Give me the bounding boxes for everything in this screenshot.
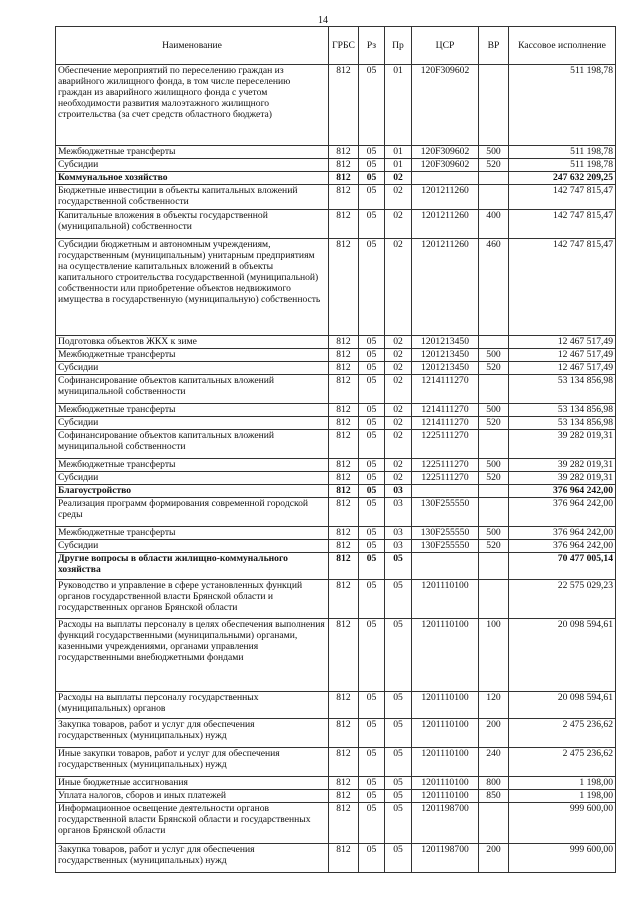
cell-grbs: 812 [329, 553, 359, 580]
cell-grbs: 812 [329, 485, 359, 498]
cell-csr: 1201198700 [412, 803, 479, 844]
cell-rz: 05 [359, 404, 385, 417]
cell-rz: 05 [359, 748, 385, 777]
cell-pr: 03 [385, 540, 412, 553]
table-row [56, 790, 616, 803]
cell-pr: 05 [385, 790, 412, 803]
cell-vr [479, 485, 509, 498]
cell-vr: 200 [479, 719, 509, 748]
cell-pr: 05 [385, 553, 412, 580]
cell-csr: 1201213450 [412, 336, 479, 349]
cell-rz: 05 [359, 417, 385, 430]
cell-pr: 01 [385, 65, 412, 146]
cell-name: Межбюджетные трансферты [56, 459, 329, 472]
cell-csr: 1225111270 [412, 472, 479, 485]
cell-vr: 500 [479, 349, 509, 362]
cell-name: Руководство и управление в сфере установленных функций органов государственной власти Брянской области и государственных органов Брянской области [56, 580, 329, 619]
table-row [56, 417, 616, 430]
cell-rz: 05 [359, 527, 385, 540]
cell-csr: 1201213450 [412, 362, 479, 375]
table-row [56, 498, 616, 527]
cell-grbs: 812 [329, 459, 359, 472]
cell-vr: 520 [479, 362, 509, 375]
table-row [56, 430, 616, 459]
cell-grbs: 812 [329, 580, 359, 619]
cell-grbs: 812 [329, 527, 359, 540]
cell-rz: 05 [359, 692, 385, 719]
cell-vr: 520 [479, 472, 509, 485]
cell-rz: 05 [359, 580, 385, 619]
cell-rz: 05 [359, 430, 385, 459]
cell-grbs: 812 [329, 498, 359, 527]
cell-rz: 05 [359, 375, 385, 404]
cell-grbs: 812 [329, 619, 359, 692]
cell-amount: 20 098 594,61 [509, 692, 616, 719]
table-row [56, 146, 616, 159]
cell-amount: 511 198,78 [509, 65, 616, 146]
header-name: Наименование [56, 27, 329, 65]
cell-grbs: 812 [329, 210, 359, 239]
cell-rz: 05 [359, 362, 385, 375]
cell-grbs: 812 [329, 349, 359, 362]
cell-pr: 05 [385, 580, 412, 619]
table-row [56, 210, 616, 239]
cell-vr: 500 [479, 527, 509, 540]
cell-rz: 05 [359, 553, 385, 580]
table-row [56, 362, 616, 375]
cell-pr: 03 [385, 498, 412, 527]
cell-rz: 05 [359, 485, 385, 498]
cell-name: Софинансирование объектов капитальных вложений муниципальной собственности [56, 375, 329, 404]
cell-vr: 520 [479, 159, 509, 172]
cell-vr [479, 498, 509, 527]
cell-amount: 12 467 517,49 [509, 362, 616, 375]
cell-csr: 1214111270 [412, 417, 479, 430]
table-row [56, 485, 616, 498]
cell-pr: 02 [385, 336, 412, 349]
cell-vr [479, 185, 509, 210]
cell-rz: 05 [359, 472, 385, 485]
table-row [56, 619, 616, 692]
cell-csr: 1214111270 [412, 375, 479, 404]
cell-name: Субсидии [56, 159, 329, 172]
cell-amount: 53 134 856,98 [509, 404, 616, 417]
cell-rz: 05 [359, 65, 385, 146]
cell-rz: 05 [359, 498, 385, 527]
cell-pr: 02 [385, 404, 412, 417]
cell-vr: 520 [479, 540, 509, 553]
cell-amount: 511 198,78 [509, 146, 616, 159]
cell-pr: 02 [385, 375, 412, 404]
cell-rz: 05 [359, 146, 385, 159]
cell-grbs: 812 [329, 404, 359, 417]
cell-csr: 1201110100 [412, 580, 479, 619]
cell-csr: 120F309602 [412, 65, 479, 146]
cell-name: Реализация программ формирования современной городской среды [56, 498, 329, 527]
cell-grbs: 812 [329, 540, 359, 553]
cell-pr: 05 [385, 777, 412, 790]
cell-pr: 05 [385, 719, 412, 748]
table-row [56, 159, 616, 172]
cell-grbs: 812 [329, 336, 359, 349]
cell-pr: 05 [385, 748, 412, 777]
cell-pr: 05 [385, 844, 412, 873]
cell-vr: 120 [479, 692, 509, 719]
header-amount: Кассовое исполнение [509, 27, 616, 65]
cell-pr: 01 [385, 159, 412, 172]
cell-grbs: 812 [329, 748, 359, 777]
cell-pr: 02 [385, 185, 412, 210]
budget-table [55, 26, 616, 873]
cell-name: Софинансирование объектов капитальных вложений муниципальной собственности [56, 430, 329, 459]
cell-grbs: 812 [329, 362, 359, 375]
cell-vr [479, 65, 509, 146]
cell-rz: 05 [359, 790, 385, 803]
cell-amount: 999 600,00 [509, 803, 616, 844]
table-row [56, 349, 616, 362]
cell-csr: 1201213450 [412, 349, 479, 362]
cell-vr [479, 580, 509, 619]
cell-grbs: 812 [329, 430, 359, 459]
cell-name: Обеспечение мероприятий по переселению граждан из аварийного жилищного фонда, в том числе переселению граждан из аварийного жилищного фонда с учетом необходимости развития малоэтажного жилищного строительства (за счет средств областного бюджета) [56, 65, 329, 146]
cell-grbs: 812 [329, 803, 359, 844]
cell-rz: 05 [359, 185, 385, 210]
cell-pr: 02 [385, 430, 412, 459]
cell-vr [479, 803, 509, 844]
header-grbs: ГРБС [329, 27, 359, 65]
cell-amount: 70 477 005,14 [509, 553, 616, 580]
cell-vr [479, 375, 509, 404]
cell-pr: 02 [385, 239, 412, 336]
cell-name: Субсидии [56, 540, 329, 553]
cell-pr: 05 [385, 619, 412, 692]
cell-name: Коммунальное хозяйство [56, 172, 329, 185]
cell-name: Благоустройство [56, 485, 329, 498]
table-row [56, 719, 616, 748]
cell-csr: 120F309602 [412, 146, 479, 159]
cell-name: Иные закупки товаров, работ и услуг для обеспечения государственных (муниципальных) нужд [56, 748, 329, 777]
cell-grbs: 812 [329, 185, 359, 210]
cell-name: Межбюджетные трансферты [56, 527, 329, 540]
cell-csr: 1201110100 [412, 748, 479, 777]
cell-csr: 1201110100 [412, 790, 479, 803]
cell-name: Другие вопросы в области жилищно-коммунального хозяйства [56, 553, 329, 580]
cell-csr: 1201211260 [412, 210, 479, 239]
cell-name: Закупка товаров, работ и услуг для обеспечения государственных (муниципальных) нужд [56, 844, 329, 873]
cell-csr: 1201110100 [412, 692, 479, 719]
cell-name: Иные бюджетные ассигнования [56, 777, 329, 790]
cell-vr [479, 430, 509, 459]
cell-amount: 376 964 242,00 [509, 527, 616, 540]
header-pr: Пр [385, 27, 412, 65]
cell-name: Межбюджетные трансферты [56, 404, 329, 417]
cell-csr: 120F309602 [412, 159, 479, 172]
cell-vr: 400 [479, 210, 509, 239]
cell-csr: 1225111270 [412, 459, 479, 472]
cell-vr [479, 553, 509, 580]
cell-name: Капитальные вложения в объекты государственной (муниципальной) собственности [56, 210, 329, 239]
table-row [56, 65, 616, 146]
cell-csr: 1214111270 [412, 404, 479, 417]
cell-amount: 12 467 517,49 [509, 336, 616, 349]
cell-amount: 376 964 242,00 [509, 540, 616, 553]
cell-csr: 1201198700 [412, 844, 479, 873]
table-row [56, 803, 616, 844]
cell-amount: 376 964 242,00 [509, 498, 616, 527]
header-csr: ЦСР [412, 27, 479, 65]
cell-amount: 999 600,00 [509, 844, 616, 873]
cell-pr: 02 [385, 362, 412, 375]
cell-pr: 02 [385, 210, 412, 239]
cell-pr: 02 [385, 172, 412, 185]
cell-vr: 800 [479, 777, 509, 790]
cell-vr [479, 172, 509, 185]
table-row [56, 185, 616, 210]
cell-amount: 1 198,00 [509, 790, 616, 803]
cell-name: Информационное освещение деятельности органов государственной власти Брянской области и государственных органов Брянской области [56, 803, 329, 844]
cell-grbs: 812 [329, 65, 359, 146]
table-row [56, 472, 616, 485]
header-vr: ВР [479, 27, 509, 65]
cell-csr: 130F255550 [412, 540, 479, 553]
cell-rz: 05 [359, 172, 385, 185]
cell-amount: 142 747 815,47 [509, 210, 616, 239]
cell-pr: 05 [385, 803, 412, 844]
cell-grbs: 812 [329, 844, 359, 873]
cell-name: Подготовка объектов ЖКХ к зиме [56, 336, 329, 349]
cell-csr: 130F255550 [412, 498, 479, 527]
table-row [56, 844, 616, 873]
cell-grbs: 812 [329, 790, 359, 803]
cell-vr: 500 [479, 459, 509, 472]
cell-rz: 05 [359, 777, 385, 790]
cell-pr: 02 [385, 349, 412, 362]
cell-rz: 05 [359, 540, 385, 553]
cell-name: Межбюджетные трансферты [56, 349, 329, 362]
cell-amount: 20 098 594,61 [509, 619, 616, 692]
cell-vr: 850 [479, 790, 509, 803]
table-row [56, 527, 616, 540]
cell-rz: 05 [359, 210, 385, 239]
cell-rz: 05 [359, 239, 385, 336]
cell-name: Субсидии [56, 362, 329, 375]
cell-amount: 511 198,78 [509, 159, 616, 172]
cell-rz: 05 [359, 844, 385, 873]
cell-pr: 01 [385, 146, 412, 159]
cell-name: Субсидии [56, 472, 329, 485]
cell-csr: 1225111270 [412, 430, 479, 459]
cell-vr: 240 [479, 748, 509, 777]
cell-grbs: 812 [329, 719, 359, 748]
cell-amount: 53 134 856,98 [509, 375, 616, 404]
cell-vr: 200 [479, 844, 509, 873]
cell-pr: 03 [385, 485, 412, 498]
table-row [56, 336, 616, 349]
cell-amount: 247 632 209,25 [509, 172, 616, 185]
cell-csr: 1201110100 [412, 619, 479, 692]
cell-amount: 39 282 019,31 [509, 430, 616, 459]
cell-amount: 53 134 856,98 [509, 417, 616, 430]
header-rz: Рз [359, 27, 385, 65]
cell-csr: 1201110100 [412, 719, 479, 748]
cell-amount: 1 198,00 [509, 777, 616, 790]
table-row [56, 553, 616, 580]
cell-amount: 376 964 242,00 [509, 485, 616, 498]
cell-pr: 02 [385, 417, 412, 430]
table-row [56, 540, 616, 553]
cell-rz: 05 [359, 336, 385, 349]
cell-amount: 12 467 517,49 [509, 349, 616, 362]
cell-rz: 05 [359, 349, 385, 362]
cell-csr [412, 485, 479, 498]
cell-name: Межбюджетные трансферты [56, 146, 329, 159]
table-row [56, 692, 616, 719]
cell-name: Расходы на выплаты персоналу государственных (муниципальных) органов [56, 692, 329, 719]
cell-name: Бюджетные инвестиции в объекты капитальных вложений государственной собственности [56, 185, 329, 210]
cell-csr: 130F255550 [412, 527, 479, 540]
table-row [56, 375, 616, 404]
cell-vr: 100 [479, 619, 509, 692]
cell-pr: 02 [385, 459, 412, 472]
cell-vr: 500 [479, 146, 509, 159]
cell-grbs: 812 [329, 146, 359, 159]
cell-pr: 05 [385, 692, 412, 719]
cell-grbs: 812 [329, 239, 359, 336]
cell-amount: 39 282 019,31 [509, 472, 616, 485]
cell-grbs: 812 [329, 172, 359, 185]
cell-grbs: 812 [329, 417, 359, 430]
table-row [56, 172, 616, 185]
cell-csr: 1201211260 [412, 185, 479, 210]
cell-amount: 142 747 815,47 [509, 239, 616, 336]
cell-name: Субсидии бюджетным и автономным учреждениям, государственным (муниципальным) унитарным предприятиям на осуществление капитальных вложений в объекты капитального строительства государственной (муниципальной) собственности или приобретение объектов недвижимого имущества в государственную (муниципальную) собственность [56, 239, 329, 336]
cell-amount: 39 282 019,31 [509, 459, 616, 472]
cell-rz: 05 [359, 719, 385, 748]
cell-name: Закупка товаров, работ и услуг для обеспечения государственных (муниципальных) нужд [56, 719, 329, 748]
cell-grbs: 812 [329, 159, 359, 172]
page-number: 14 [318, 15, 328, 26]
cell-pr: 03 [385, 527, 412, 540]
cell-csr: 1201211260 [412, 239, 479, 336]
table-row [56, 777, 616, 790]
cell-csr: 1201110100 [412, 777, 479, 790]
cell-grbs: 812 [329, 692, 359, 719]
cell-vr [479, 336, 509, 349]
cell-pr: 02 [385, 472, 412, 485]
cell-csr [412, 553, 479, 580]
cell-name: Уплата налогов, сборов и иных платежей [56, 790, 329, 803]
table-row [56, 459, 616, 472]
cell-grbs: 812 [329, 777, 359, 790]
table-row [56, 239, 616, 336]
cell-name: Расходы на выплаты персоналу в целях обеспечения выполнения функций государственными (муниципальными) органами, казенными учреждениями, органами управления государственными внебюджетными фондами [56, 619, 329, 692]
table-row [56, 404, 616, 417]
cell-vr: 460 [479, 239, 509, 336]
cell-amount: 142 747 815,47 [509, 185, 616, 210]
cell-grbs: 812 [329, 375, 359, 404]
cell-amount: 2 475 236,62 [509, 748, 616, 777]
cell-rz: 05 [359, 459, 385, 472]
table-row [56, 748, 616, 777]
cell-csr [412, 172, 479, 185]
cell-rz: 05 [359, 619, 385, 692]
table-row [56, 580, 616, 619]
cell-amount: 22 575 029,23 [509, 580, 616, 619]
cell-rz: 05 [359, 803, 385, 844]
cell-amount: 2 475 236,62 [509, 719, 616, 748]
cell-vr: 520 [479, 417, 509, 430]
cell-name: Субсидии [56, 417, 329, 430]
cell-grbs: 812 [329, 472, 359, 485]
cell-rz: 05 [359, 159, 385, 172]
cell-vr: 500 [479, 404, 509, 417]
header-row [56, 27, 616, 65]
